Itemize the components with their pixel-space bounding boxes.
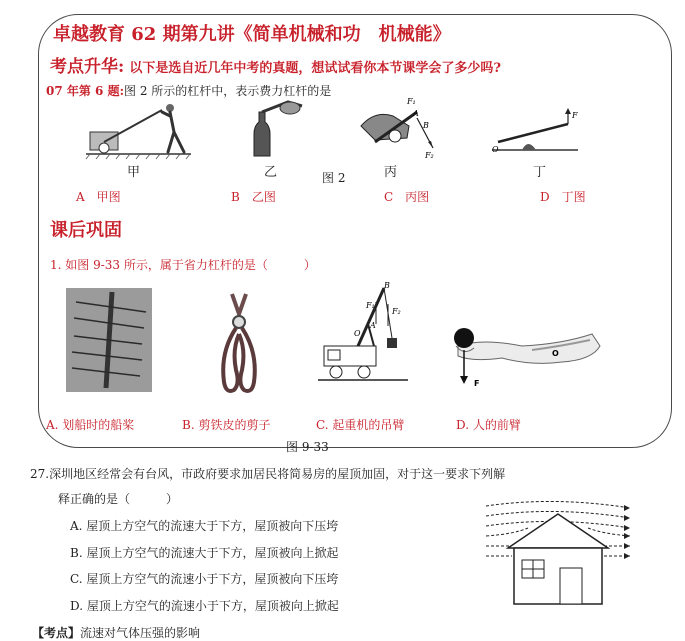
q27-option-c[interactable]: C. 屋顶上方空气的流速小于下方，屋顶被向下压垮 — [70, 572, 339, 586]
review-option-c[interactable]: C. 起重机的吊臂 — [316, 418, 405, 432]
figure-house-wind — [484, 500, 632, 610]
fig2-label-bing: 丙 — [384, 165, 398, 180]
svg-text:F₁: F₁ — [407, 97, 416, 106]
q27-topic-label: 【考点】 — [32, 626, 81, 640]
svg-text:B: B — [384, 281, 390, 290]
figure-jia-cart — [86, 102, 196, 160]
q27-stem-line2: 释正确的是（ ） — [58, 492, 179, 506]
svg-text:O: O — [354, 329, 361, 338]
fig2-label-yi: 乙 — [264, 165, 278, 180]
q27-topic-text: 流速对气体压强的影响 — [80, 626, 201, 640]
svg-text:F: F — [572, 111, 578, 120]
svg-text:B: B — [423, 121, 429, 130]
fig2-caption: 图 2 — [322, 171, 346, 185]
option-a[interactable]: A 甲图 — [76, 190, 121, 204]
q27-stem-line1: 27.深圳地区经常会有台风，市政府要求加居民将简易房的屋顶加固，对于这一要求下列解 — [30, 467, 506, 481]
option-c[interactable]: C 丙图 — [384, 190, 430, 204]
figure-scissors — [214, 290, 264, 400]
figure-rowing-photo — [66, 288, 152, 392]
svg-text:F₂: F₂ — [392, 307, 401, 316]
question-07 — [46, 82, 331, 99]
fig2-label-ding: 丁 — [533, 165, 547, 180]
svg-text:F: F — [474, 379, 480, 388]
figure-yi-bottle-opener — [244, 100, 304, 158]
q27-option-d[interactable]: D. 屋顶上方空气的流速小于下方，屋顶被向上掀起 — [70, 599, 339, 613]
svg-text:A: A — [413, 109, 419, 118]
page-title: 卓越教育 62 期第九讲《简单机械和功 机械能》 — [53, 24, 451, 45]
figure-bing-pedal — [355, 96, 437, 162]
q27-option-a[interactable]: A. 屋顶上方空气的流速大于下方，屋顶被向下压垮 — [70, 519, 339, 533]
question-07-label: 07 年第 6 题: — [46, 84, 125, 98]
section-subtitle — [50, 52, 501, 77]
review-heading: 课后巩固 — [50, 220, 122, 241]
subtitle-text: 以下是选自近几年中考的真题，想试试看你本节课学会了多少吗? — [129, 61, 501, 76]
svg-text:O: O — [492, 145, 499, 154]
option-d[interactable]: D 丁图 — [540, 190, 586, 204]
review-option-a[interactable]: A. 划船时的船桨 — [46, 418, 135, 432]
question-07-text: 图 2 所示的杠杆中，表示费力杠杆的是 — [124, 84, 332, 98]
svg-text:A: A — [370, 321, 376, 330]
subtitle-label: 考点升华: — [50, 57, 125, 77]
q27-option-b[interactable]: B. 屋顶上方空气的流速大于下方，屋顶被向上掀起 — [70, 546, 339, 560]
review-question-1: 1. 如图 9-33 所示，属于省力杠杆的是（ ） — [50, 258, 316, 272]
svg-text:F₂: F₂ — [425, 151, 434, 160]
svg-text:F₁: F₁ — [366, 301, 375, 310]
fig9-33-caption: 图 9-33 — [286, 440, 329, 454]
review-option-b[interactable]: B. 剪铁皮的剪子 — [182, 418, 271, 432]
svg-text:O: O — [552, 349, 559, 358]
figure-forearm — [442, 316, 604, 394]
q27-topic — [32, 624, 200, 641]
figure-crane — [318, 281, 410, 388]
review-option-d[interactable]: D. 人的前臂 — [456, 418, 521, 432]
figure-ding-lever — [492, 108, 582, 158]
fig2-label-jia: 甲 — [127, 165, 141, 180]
option-b[interactable]: B 乙图 — [231, 190, 276, 204]
